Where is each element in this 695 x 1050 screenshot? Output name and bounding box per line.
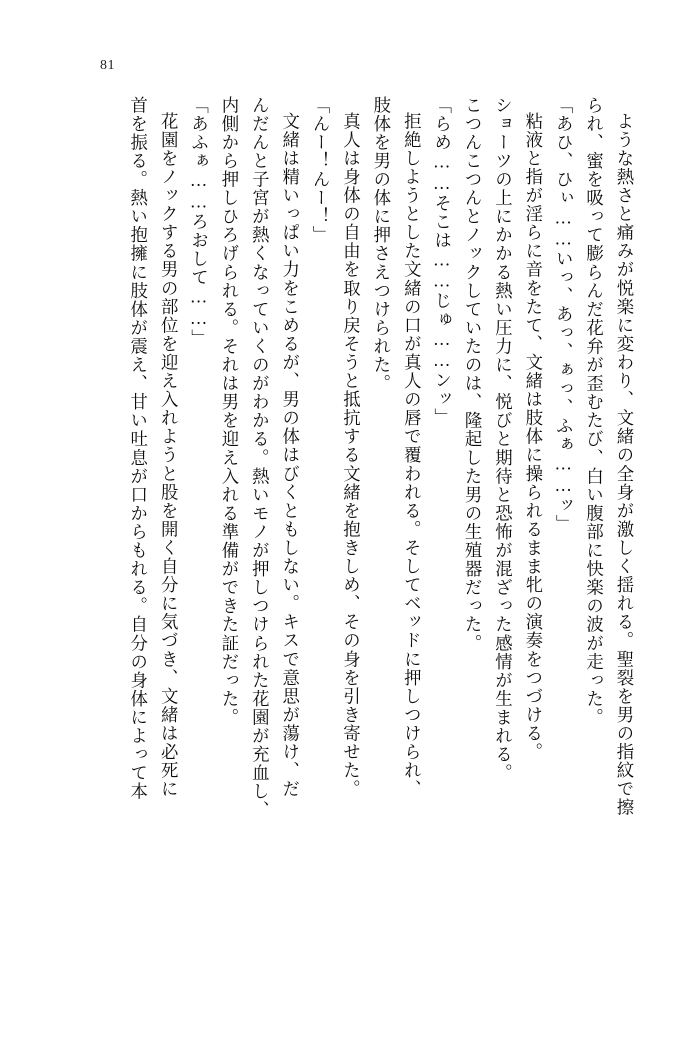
text-column: 真人は身体の自由を取り戻そうと抵抗する文緒を抱きしめ、その身を引き寄せた。: [340, 112, 361, 799]
text-column: 拒絶しようとした文緒の口が真人の唇で覆われる。そしてベッドに押しつけられ、: [401, 112, 422, 799]
text-column: 内側から押しひろげられる。それは男を迎え入れる準備ができた証だった。: [218, 96, 239, 727]
text-column: 「らめ……そこは……じゅ……ンッ」: [431, 96, 452, 427]
text-column: んだんと子宮が熱くなっていくのがわかる。熱いモノが押しつけられた花園が充血し、: [249, 96, 270, 820]
text-column: こつんこつんとノックしていたのは、隆起した男の生殖器だった。: [462, 96, 483, 653]
text-column: 首を振る。熱い抱擁に肢体が震え、甘い吐息が口からもれる。自分の身体によって本: [127, 96, 148, 801]
page-number: 81: [100, 58, 115, 73]
text-column: 「あふぁ……ろおして……」: [188, 96, 209, 348]
body-text-columns: [68, 96, 639, 976]
text-column: られ、蜜を吸って膨らんだ花弁が歪むたび、白い腹部に快楽の波が走った。: [583, 96, 604, 727]
text-column: 「あひ、ひぃ……いっ、あっ、ぁっ、ふぁ……ッ」: [553, 96, 574, 534]
text-column: ような熱さと痛みが悦楽に変わり、文緒の全身が激しく揺れる。聖裂を男の指紋で擦: [614, 112, 634, 817]
text-column: 肢体を男の体に押さえつけられた。: [370, 96, 391, 393]
text-column: 粘液と指が淫らに音をたて、文緒は肢体に操られるまま牝の演奏をつづける。: [522, 112, 543, 762]
text-column: 文緒は精いっぱい力をこめるが、男の体はびくともしない。キスで意思が蕩け、だ: [279, 112, 300, 799]
text-column: 「んー！んー！」: [310, 96, 331, 245]
text-column: 花園をノックする男の部位を迎え入れようと股を開く自分に気づき、文緒は必死に: [158, 112, 179, 799]
text-column: ショーツの上にかかる熱い圧力に、悦びと期待と恐怖が混ざった感情が生まれる。: [492, 96, 513, 783]
